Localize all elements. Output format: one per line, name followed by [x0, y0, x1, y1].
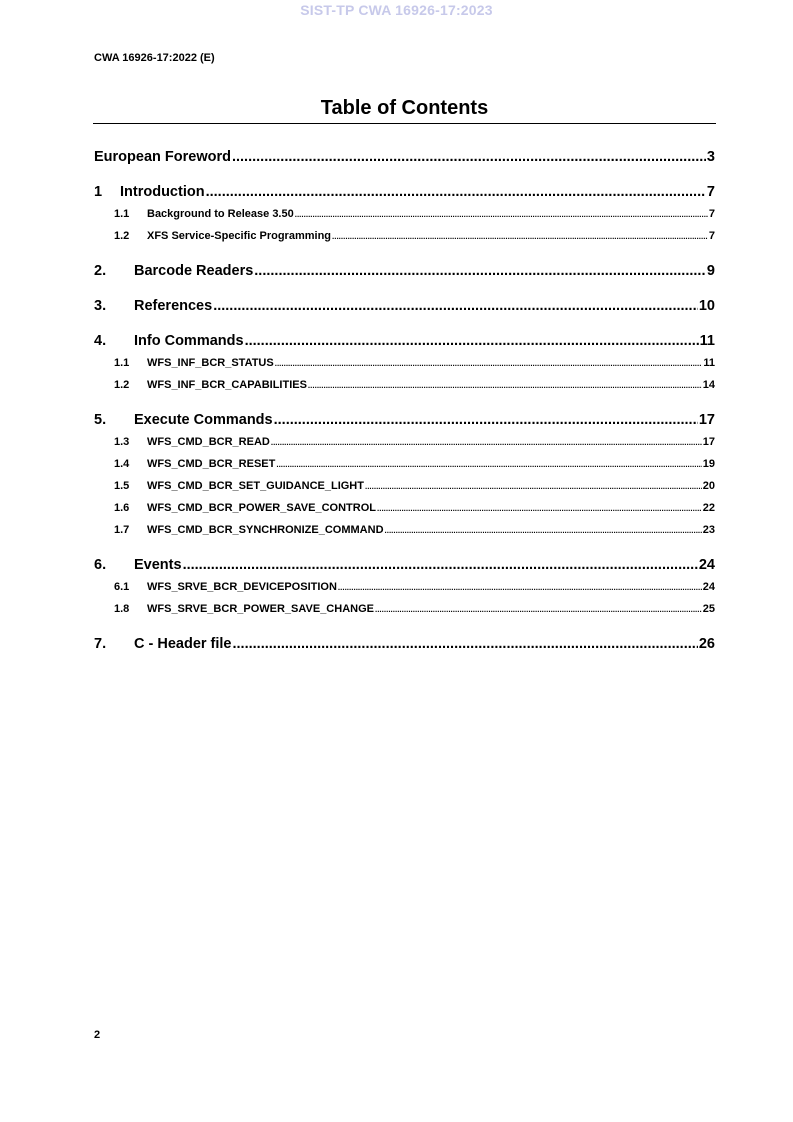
toc-entry-references[interactable] — [94, 295, 715, 317]
toc-entry-label: Execute Commands — [134, 412, 273, 428]
toc-entry-cmd-read[interactable] — [94, 431, 715, 453]
dot-leader — [275, 353, 703, 375]
toc-entry-page: 7 — [708, 208, 715, 220]
toc-entry-xfs-programming[interactable] — [94, 225, 715, 247]
toc-entry-label: WFS_INF_BCR_CAPABILITIES — [147, 379, 307, 391]
toc-entry-page: 7 — [708, 230, 715, 242]
title-underline — [93, 123, 716, 124]
toc-entry-number: 6. — [94, 557, 107, 573]
dot-leader — [271, 432, 702, 454]
toc-entry-number: 4. — [94, 333, 107, 349]
toc-entry-inf-status[interactable] — [94, 352, 715, 374]
toc-entry-page: 23 — [702, 524, 715, 536]
toc-entry-number: 1.1 — [114, 357, 130, 369]
toc-entry-srve-power-save-change[interactable] — [94, 598, 715, 620]
toc-entry-label: XFS Service-Specific Programming — [147, 230, 332, 242]
toc-entry-srve-deviceposition[interactable] — [94, 576, 715, 598]
toc-entry-label: Events — [134, 557, 182, 573]
toc-entry-page: 3 — [706, 149, 715, 165]
toc-entry-page: 14 — [702, 379, 715, 391]
dot-leader — [365, 476, 702, 498]
toc-entry-page: 17 — [698, 412, 715, 428]
toc-entry-page: 25 — [702, 603, 715, 615]
toc-entry-cmd-synchronize[interactable] — [94, 519, 715, 541]
toc-entry-number: 1.1 — [114, 208, 130, 220]
toc-entry-page: 24 — [698, 557, 715, 573]
toc-entry-label: References — [134, 298, 213, 314]
toc-entry-number: 1.2 — [114, 379, 130, 391]
table-of-contents — [94, 146, 715, 655]
toc-entry-cmd-reset[interactable] — [94, 453, 715, 475]
toc-entry-number: 6.1 — [114, 581, 130, 593]
page-number: 2 — [94, 1029, 101, 1041]
toc-entry-page: 10 — [698, 298, 715, 314]
toc-entry-label: WFS_CMD_BCR_POWER_SAVE_CONTROL — [147, 502, 376, 514]
dot-leader — [377, 498, 702, 520]
dot-leader — [308, 375, 702, 397]
toc-entry-label: WFS_CMD_BCR_SET_GUIDANCE_LIGHT — [147, 480, 364, 492]
toc-entry-label: Info Commands — [134, 333, 244, 349]
toc-entry-label: WFS_CMD_BCR_SYNCHRONIZE_COMMAND — [147, 524, 384, 536]
toc-entry-info-commands[interactable] — [94, 330, 715, 352]
toc-entry-label: C - Header file — [134, 636, 232, 652]
dot-leader — [206, 181, 706, 203]
dot-leader — [274, 409, 698, 431]
toc-entry-european-foreword[interactable] — [94, 146, 715, 168]
toc-entry-number: 2. — [94, 263, 107, 279]
toc-entry-barcode-readers[interactable] — [94, 260, 715, 282]
toc-entry-page: 7 — [706, 184, 715, 200]
toc-entry-page: 26 — [698, 636, 715, 652]
dot-leader — [332, 226, 708, 248]
toc-entry-page: 22 — [702, 502, 715, 514]
toc-entry-page: 9 — [706, 263, 715, 279]
toc-entry-inf-capabilities[interactable] — [94, 374, 715, 396]
toc-entry-page: 20 — [702, 480, 715, 492]
toc-entry-number: 7. — [94, 636, 107, 652]
toc-entry-header-file[interactable] — [94, 633, 715, 655]
toc-entry-label: WFS_CMD_BCR_RESET — [147, 458, 276, 470]
dot-leader — [295, 204, 708, 226]
toc-entry-cmd-power-save[interactable] — [94, 497, 715, 519]
dot-leader — [183, 554, 698, 576]
toc-entry-page: 24 — [702, 581, 715, 593]
watermark: SIST-TP CWA 16926-17:2023 — [300, 2, 493, 18]
toc-entry-page: 11 — [703, 357, 715, 369]
toc-entry-label: WFS_CMD_BCR_READ — [147, 436, 270, 448]
toc-entry-label: European Foreword — [94, 149, 231, 165]
toc-entry-number: 1.6 — [114, 502, 130, 514]
toc-entry-page: 11 — [699, 333, 715, 349]
page-title: Table of Contents — [320, 97, 489, 119]
toc-entry-events[interactable] — [94, 554, 715, 576]
toc-entry-number: 1.4 — [114, 458, 130, 470]
toc-entry-page: 19 — [702, 458, 715, 470]
toc-entry-number: 5. — [94, 412, 107, 428]
toc-entry-introduction[interactable] — [94, 181, 715, 203]
dot-leader — [385, 520, 702, 542]
toc-entry-background[interactable] — [94, 203, 715, 225]
toc-entry-label: WFS_INF_BCR_STATUS — [147, 357, 274, 369]
dot-leader — [338, 577, 702, 599]
toc-entry-label: Background to Release 3.50 — [147, 208, 294, 220]
dot-leader — [232, 146, 706, 168]
toc-entry-cmd-guidance-light[interactable] — [94, 475, 715, 497]
toc-entry-number: 1.3 — [114, 436, 130, 448]
toc-entry-number: 1.8 — [114, 603, 130, 615]
document-id: CWA 16926-17:2022 (E) — [94, 52, 215, 64]
dot-leader — [213, 295, 698, 317]
toc-entry-label: Barcode Readers — [134, 263, 254, 279]
toc-entry-label: Introduction — [120, 184, 205, 200]
dot-leader — [254, 260, 706, 282]
toc-entry-number: 1 — [94, 184, 103, 200]
toc-entry-execute-commands[interactable] — [94, 409, 715, 431]
dot-leader — [276, 454, 701, 476]
toc-entry-number: 1.2 — [114, 230, 130, 242]
toc-entry-number: 1.7 — [114, 524, 130, 536]
dot-leader — [233, 633, 698, 655]
dot-leader — [375, 599, 702, 621]
toc-entry-number: 1.5 — [114, 480, 130, 492]
toc-entry-label: WFS_SRVE_BCR_DEVICEPOSITION — [147, 581, 337, 593]
toc-entry-label: WFS_SRVE_BCR_POWER_SAVE_CHANGE — [147, 603, 374, 615]
dot-leader — [245, 330, 699, 352]
toc-entry-number: 3. — [94, 298, 107, 314]
toc-entry-page: 17 — [702, 436, 715, 448]
